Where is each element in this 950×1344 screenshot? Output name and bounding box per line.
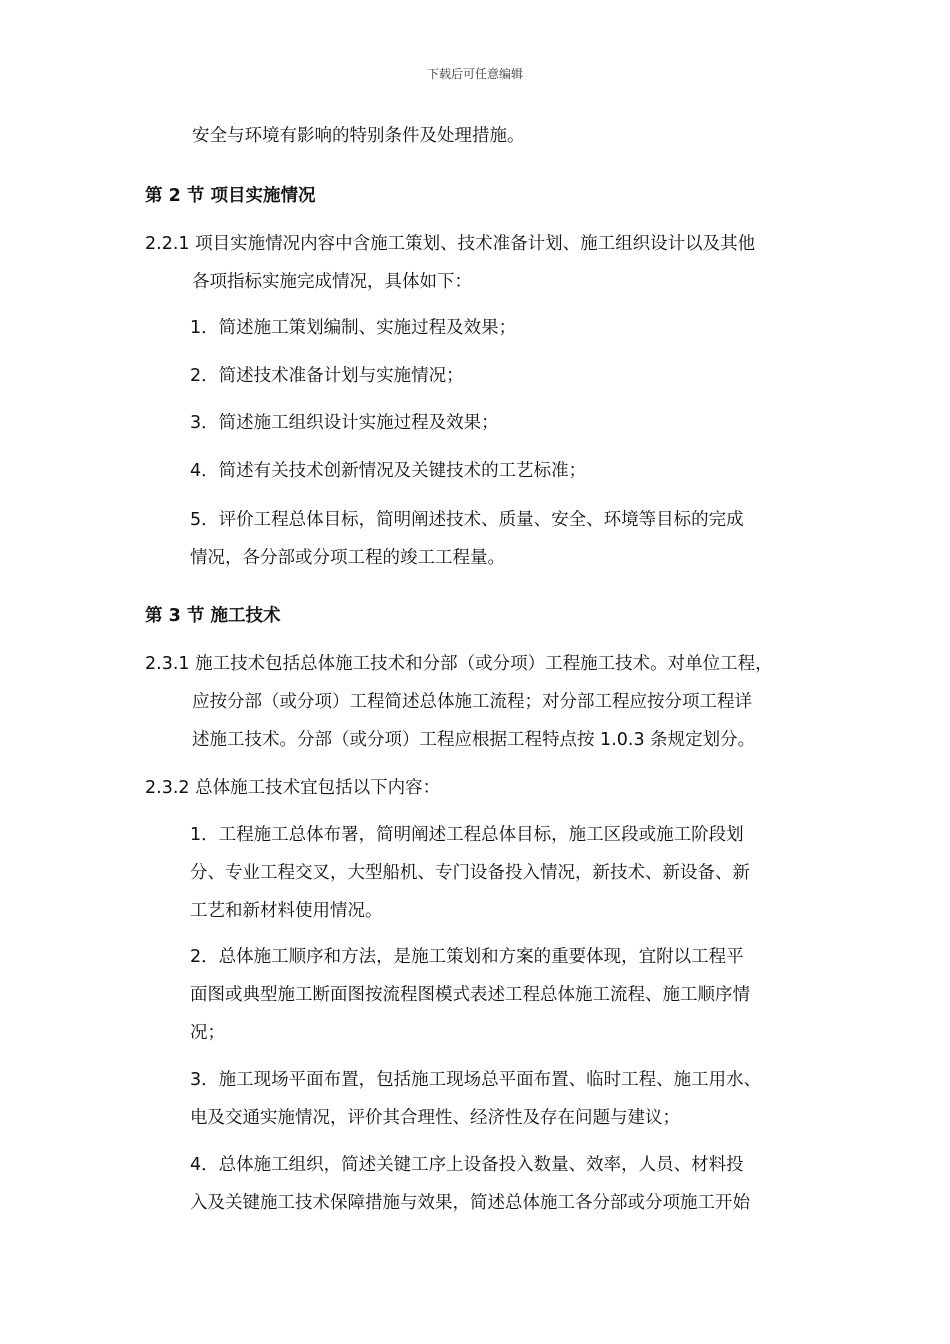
list-item: 1．简述施工策划编制、实施过程及效果；	[190, 318, 517, 338]
list-item-continuation: 分、专业工程交叉，大型船机、专门设备投入情况，新技术、新设备、新	[190, 863, 750, 883]
list-item: 2．简述技术准备计划与实施情况；	[190, 366, 464, 386]
paragraph-line: 2.2.1 项目实施情况内容中含施工策划、技术准备计划、施工组织设计以及其他	[145, 234, 756, 254]
list-item: 3．施工现场平面布置，包括施工现场总平面布置、临时工程、施工用水、	[190, 1070, 762, 1090]
list-item-continuation: 入及关键施工技术保障措施与效果，简述总体施工各分部或分项施工开始	[190, 1193, 750, 1213]
page-header: 下载后可任意编辑	[426, 67, 523, 81]
paragraph-line: 各项指标实施完成情况，具体如下：	[192, 272, 472, 292]
paragraph-line: 2.3.1 施工技术包括总体施工技术和分部（或分项）工程施工技术。对单位工程，	[145, 654, 773, 674]
paragraph-line: 2.3.2 总体施工技术宜包括以下内容：	[145, 778, 441, 798]
list-item: 4．简述有关技术创新情况及关键技术的工艺标准；	[190, 461, 587, 481]
section-heading: 第 3 节 施工技术	[145, 606, 281, 626]
list-item-continuation: 面图或典型施工断面图按流程图模式表述工程总体施工流程、施工顺序情	[190, 985, 750, 1005]
paragraph-line: 述施工技术。分部（或分项）工程应根据工程特点按 1.0.3 条规定划分。	[192, 730, 756, 750]
list-item: 5．评价工程总体目标，简明阐述技术、质量、安全、环境等目标的完成	[190, 510, 744, 530]
section-heading: 第 2 节 项目实施情况	[145, 186, 316, 206]
paragraph-line: 应按分部（或分项）工程简述总体施工流程；对分部工程应按分项工程详	[192, 692, 752, 712]
list-item: 2．总体施工顺序和方法，是施工策划和方案的重要体现，宜附以工程平	[190, 947, 744, 967]
list-item-continuation: 电及交通实施情况，评价其合理性、经济性及存在问题与建议；	[190, 1108, 680, 1128]
list-item: 4．总体施工组织，简述关键工序上设备投入数量、效率，人员、材料投	[190, 1155, 744, 1175]
paragraph-line: 安全与环境有影响的特别条件及处理措施。	[192, 126, 525, 146]
list-item-continuation: 情况，各分部或分项工程的竣工工程量。	[190, 548, 505, 568]
list-item: 3．简述施工组织设计实施过程及效果；	[190, 413, 499, 433]
list-item-continuation: 况；	[190, 1023, 225, 1043]
list-item-continuation: 工艺和新材料使用情况。	[190, 901, 383, 921]
list-item: 1．工程施工总体布署，简明阐述工程总体目标，施工区段或施工阶段划	[190, 825, 744, 845]
